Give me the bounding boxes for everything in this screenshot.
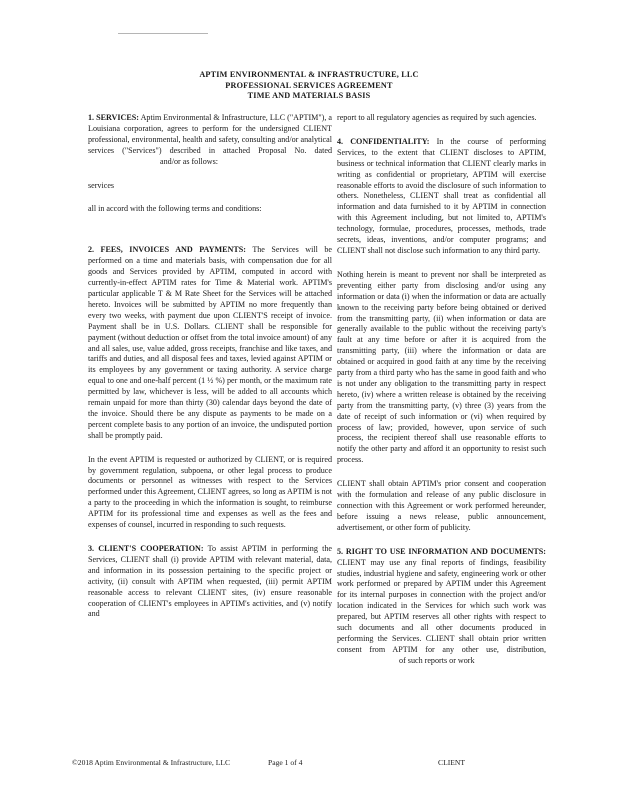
section-4-title: 4. CONFIDENTIALITY: (337, 136, 430, 146)
section-2-fees (88, 245, 332, 441)
section-3-cooperation (88, 544, 332, 620)
right-column (337, 113, 546, 680)
section-3-continued: report to all regulatory agencies as required by such agencies. (337, 113, 537, 122)
footer-copyright: ©2018 Aptim Environmental & Infrastructure, LLC (72, 758, 231, 767)
section-5-title: 5. RIGHT TO USE INFORMATION AND DOCUMENTS: (337, 546, 546, 556)
agreement-title: PROFESSIONAL SERVICES AGREEMENT (225, 80, 393, 90)
section-4-confidentiality (337, 137, 546, 257)
section-5-right-to-use (337, 547, 546, 667)
section-2-paragraph-2: In the event APTIM is requested or authorized by CLIENT, or is required by government regulation, subpoena, or other legal process to produce documents or personnel as witnesses with respect to the Services performed under this Agreement, CLIENT agrees, so long as APTIM is not a party to the proceeding in which the information is sought, to reimburse APTIM for its professional time and expenses as well as the fees and expenses of counsel, incurred in responding to such requests. (88, 454, 332, 530)
section-4-text: In the course of performing Services, to the extent that CLIENT discloses to APTIM, business or technical information that CLIENT clearly marks in writing as confidential or proprietary, APTIM will exercise reasonable efforts to avoid the disclosure of such information to others. Nonetheless, CLIENT shall treat as confidential all information and data furnished to it by APTIM in connection with this Agreement including, but not limited to, APTIM's technology, formulae, procedures, processes, methods, trade secrets, ideas, inventions, and/or computer programs; and CLIENT shall not disclose such information to any third party. (337, 136, 546, 255)
section-4-paragraph-3: CLIENT shall obtain APTIM's prior consent and cooperation with the formulation and release of any public disclosure in connection with this Agreement or work performed hereunder, before issuing a news release, public announcement, advertisement, or other form of publicity. (337, 479, 546, 532)
footer-client-initials: CLIENT (438, 758, 465, 767)
section-1-services (88, 113, 332, 168)
section-1-title: 1. SERVICES: (88, 113, 139, 122)
left-column (88, 113, 332, 633)
accord-line: all in accord with the following terms and conditions: (88, 204, 262, 214)
services-line: services (88, 180, 115, 190)
section-4-paragraph-2: Nothing herein is meant to prevent nor shall be interpreted as preventing either party from disclosing and/or using any information or data (i) when the information or data are actually known to the receiving party before being obtained or derived from the transmitting party, (ii) when information or data are generally available to the public without the receiving party's fault at any time before or after it is acquired from the transmitting party, (iii) where the information or data are obtained or acquired in good faith at any time by the receiving party from a third party who has the same in good faith and who is not under any obligation to the transmitting party in respect hereto, (iv) where a written release is obtained by the receiving party from the transmitting party, (v) three (3) years from the date of receipt of such information or (vi) when required by process of law; provided, however, upon service of such process, the recipient thereof shall use reasonable efforts to notify the other party and afford it an opportunity to resist such process. (337, 269, 546, 465)
footer-page-number: Page 1 of 4 (268, 758, 303, 767)
company-title: APTIM ENVIRONMENTAL & INFRASTRUCTURE, LLC (199, 70, 419, 79)
section-2-text: The Services will be performed on a time and materials basis, with compensation due for all goods and Services provided by APTIM, computed in accord with currently-in-effect APTIM rates for Time & Material work. APTIM's particular applicable T & M Rate Sheet for the Services will be attached hereto. Invoices will be submitted by APTIM no more frequently than every two weeks, with payment due upon CLIENT'S receipt of invoice. Payment shall be in U.S. Dollars. CLIENT shall be responsible for payment (without deduction or offset from the total invoice amount) of any and all sales, use, value added, gross receipts, franchise and like taxes, and tariffs and duties, and all disposal fees and taxes, levied against APTIM or its employees by any government or taxing authority. A service charge equal to one and one-half percent (1 ½ %) per month, or the maximum rate permitted by law, whichever is less, will be added to all accounts which remain unpaid for more than thirty (30) calendar days beyond the date of the invoice. Should there be any dispute as payments to be made on a percent complete basis to any portion of an invoice, the undisputed portion shall be promptly paid. (88, 245, 332, 440)
section-5-tail: of such reports or work (397, 655, 475, 665)
section-3-text: To assist APTIM in performing the Services, CLIENT shall (i) provide APTIM with relevant material, data, and information in its possession pertaining to the specific project or activity, (ii) consult with APTIM when requested, (iii) permit APTIM reasonable access to relevant CLIENT sites, (iv) ensure reasonable cooperation of CLIENT's employees in APTIM's activities, and (v) notify and (88, 544, 332, 619)
section-3-title: 3. CLIENT'S COOPERATION: (88, 544, 204, 553)
section-1-text: Aptim Environmental & Infrastructure, LLC ("APTIM"), a Louisiana corporation, agrees to perform for the undersigned CLIENT professional, environmental, health and safety, consulting and/or analytical services ("Services") described in attached Proposal No. dated (88, 113, 332, 155)
header-rule (118, 33, 208, 34)
section-2-title: 2. FEES, INVOICES AND PAYMENTS: (88, 245, 246, 255)
section-1-tail: and/or as follows: (158, 156, 219, 166)
basis-title: TIME AND MATERIALS BASIS (247, 91, 371, 100)
document-title-block (0, 70, 618, 102)
section-5-text: CLIENT may use any final reports of findings, feasibility studies, industrial hygiene and safety, engineering work or other work performed or prepared by APTIM under this Agreement for its internal purposes in connection with the project and/or location indicated in the Services for which such work was prepared, but APTIM reserves all other rights with respect to such documents and all other documents produced in performing the Services. CLIENT shall obtain prior written consent from APTIM for any other use, distribution, (337, 557, 546, 654)
